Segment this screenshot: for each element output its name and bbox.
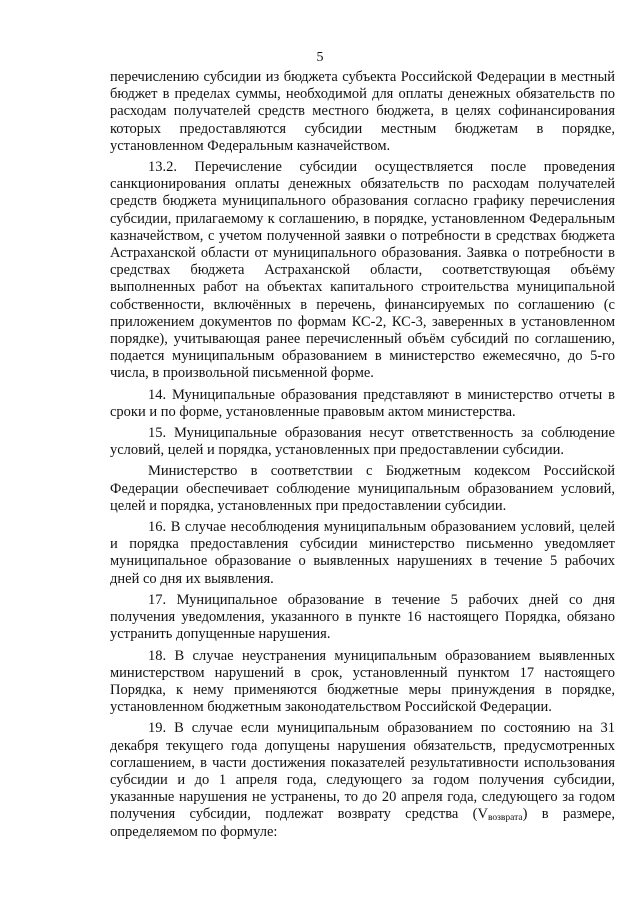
paragraph-18: 18. В случае неустранения муниципальным образованием выявленных министерством нарушений в срок, установленный пунктом 17 настоящего Порядка, к нему применяются бюджетные меры принуждения в порядке, установленном бюджетным законодательством Российской Федерации. <box>110 647 615 716</box>
document-body <box>110 69 615 841</box>
paragraph-13-2: 13.2. Перечисление субсидии осуществляется после проведения санкционирования оплаты денежных обязательств по расходам получателей средств бюджета муниципального образования согласно графику перечисления субсидии, прилагаемому к соглашению, в порядке, установленном Федеральным казначейством, с учетом полученной заявки о потребности в средствах бюджета Астраханской области от муниципального образования. Заявка о потребности в средствах бюджета Астраханской области, соответствующая объёму выполненных работ на объектах капитального строительства муниципальной собственности, включённых в перечень, финансируемых по соглашению (с приложением документов по формам КС-2, КС-3, заверенных в установленном порядке), учитывающая ранее перечисленный объём субсидий по соглашению, подается муниципальным образованием в министерство ежемесячно, до 5-го числа, в произвольной письменной форме. <box>110 159 615 382</box>
paragraph-15: 15. Муниципальные образования несут ответственность за соблюдение условий, целей и порядка, установленных при предоставлении субсидии. <box>110 425 615 459</box>
paragraph-14: 14. Муниципальные образования представляют в министерство отчеты в сроки и по форме, установленные правовым актом министерства. <box>110 386 615 420</box>
paragraph-17: 17. Муниципальное образование в течение 5 рабочих дней со дня получения уведомления, указанного в пункте 16 настоящего Порядка, обязано устранить допущенные нарушения. <box>110 591 615 643</box>
paragraph-ministry-control: Министерство в соответствии с Бюджетным кодексом Российской Федерации обеспечивает соблюдение муниципальным образованием условий, целей и порядка, установленных при предоставлении субсидии. <box>110 463 615 514</box>
page-number: 5 <box>316 50 324 65</box>
paragraph-19-text: 19. В случае если муниципальным образованием по состоянию на 31 декабря текущего года допущены нарушения обязательств, предусмотренных соглашением, в части достижения показателей результативности использования субсидии и до 1 апреля года, следующего за годом получения субсидии, указанные нарушения не устранены, то до 20 апреля года, следующего за годом получения субсидии, подлежат возврату средства (V <box>110 720 615 823</box>
paragraph-16: 16. В случае несоблюдения муниципальным образованием условий, целей и порядка предоставления субсидии министерство письменно уведомляет муниципальное образование о выявленных нарушениях в течение 5 рабочих дней со дня их выявления. <box>110 519 615 587</box>
paragraph-continuation: перечислению субсидии из бюджета субъекта Российской Федерации в местный бюджет в пределах суммы, необходимой для оплаты денежных обязательств по расходам получателей средств местного бюджета, в целях софинансирования которых предоставляются субсидии местным бюджетам в порядке, установленном Федеральным казначейством. <box>110 69 615 154</box>
paragraph-19 <box>110 720 615 840</box>
v-return-subscript: возврата <box>487 813 523 824</box>
paragraph-19-text-end: ) в размере, определяемом по формуле: <box>110 806 615 840</box>
